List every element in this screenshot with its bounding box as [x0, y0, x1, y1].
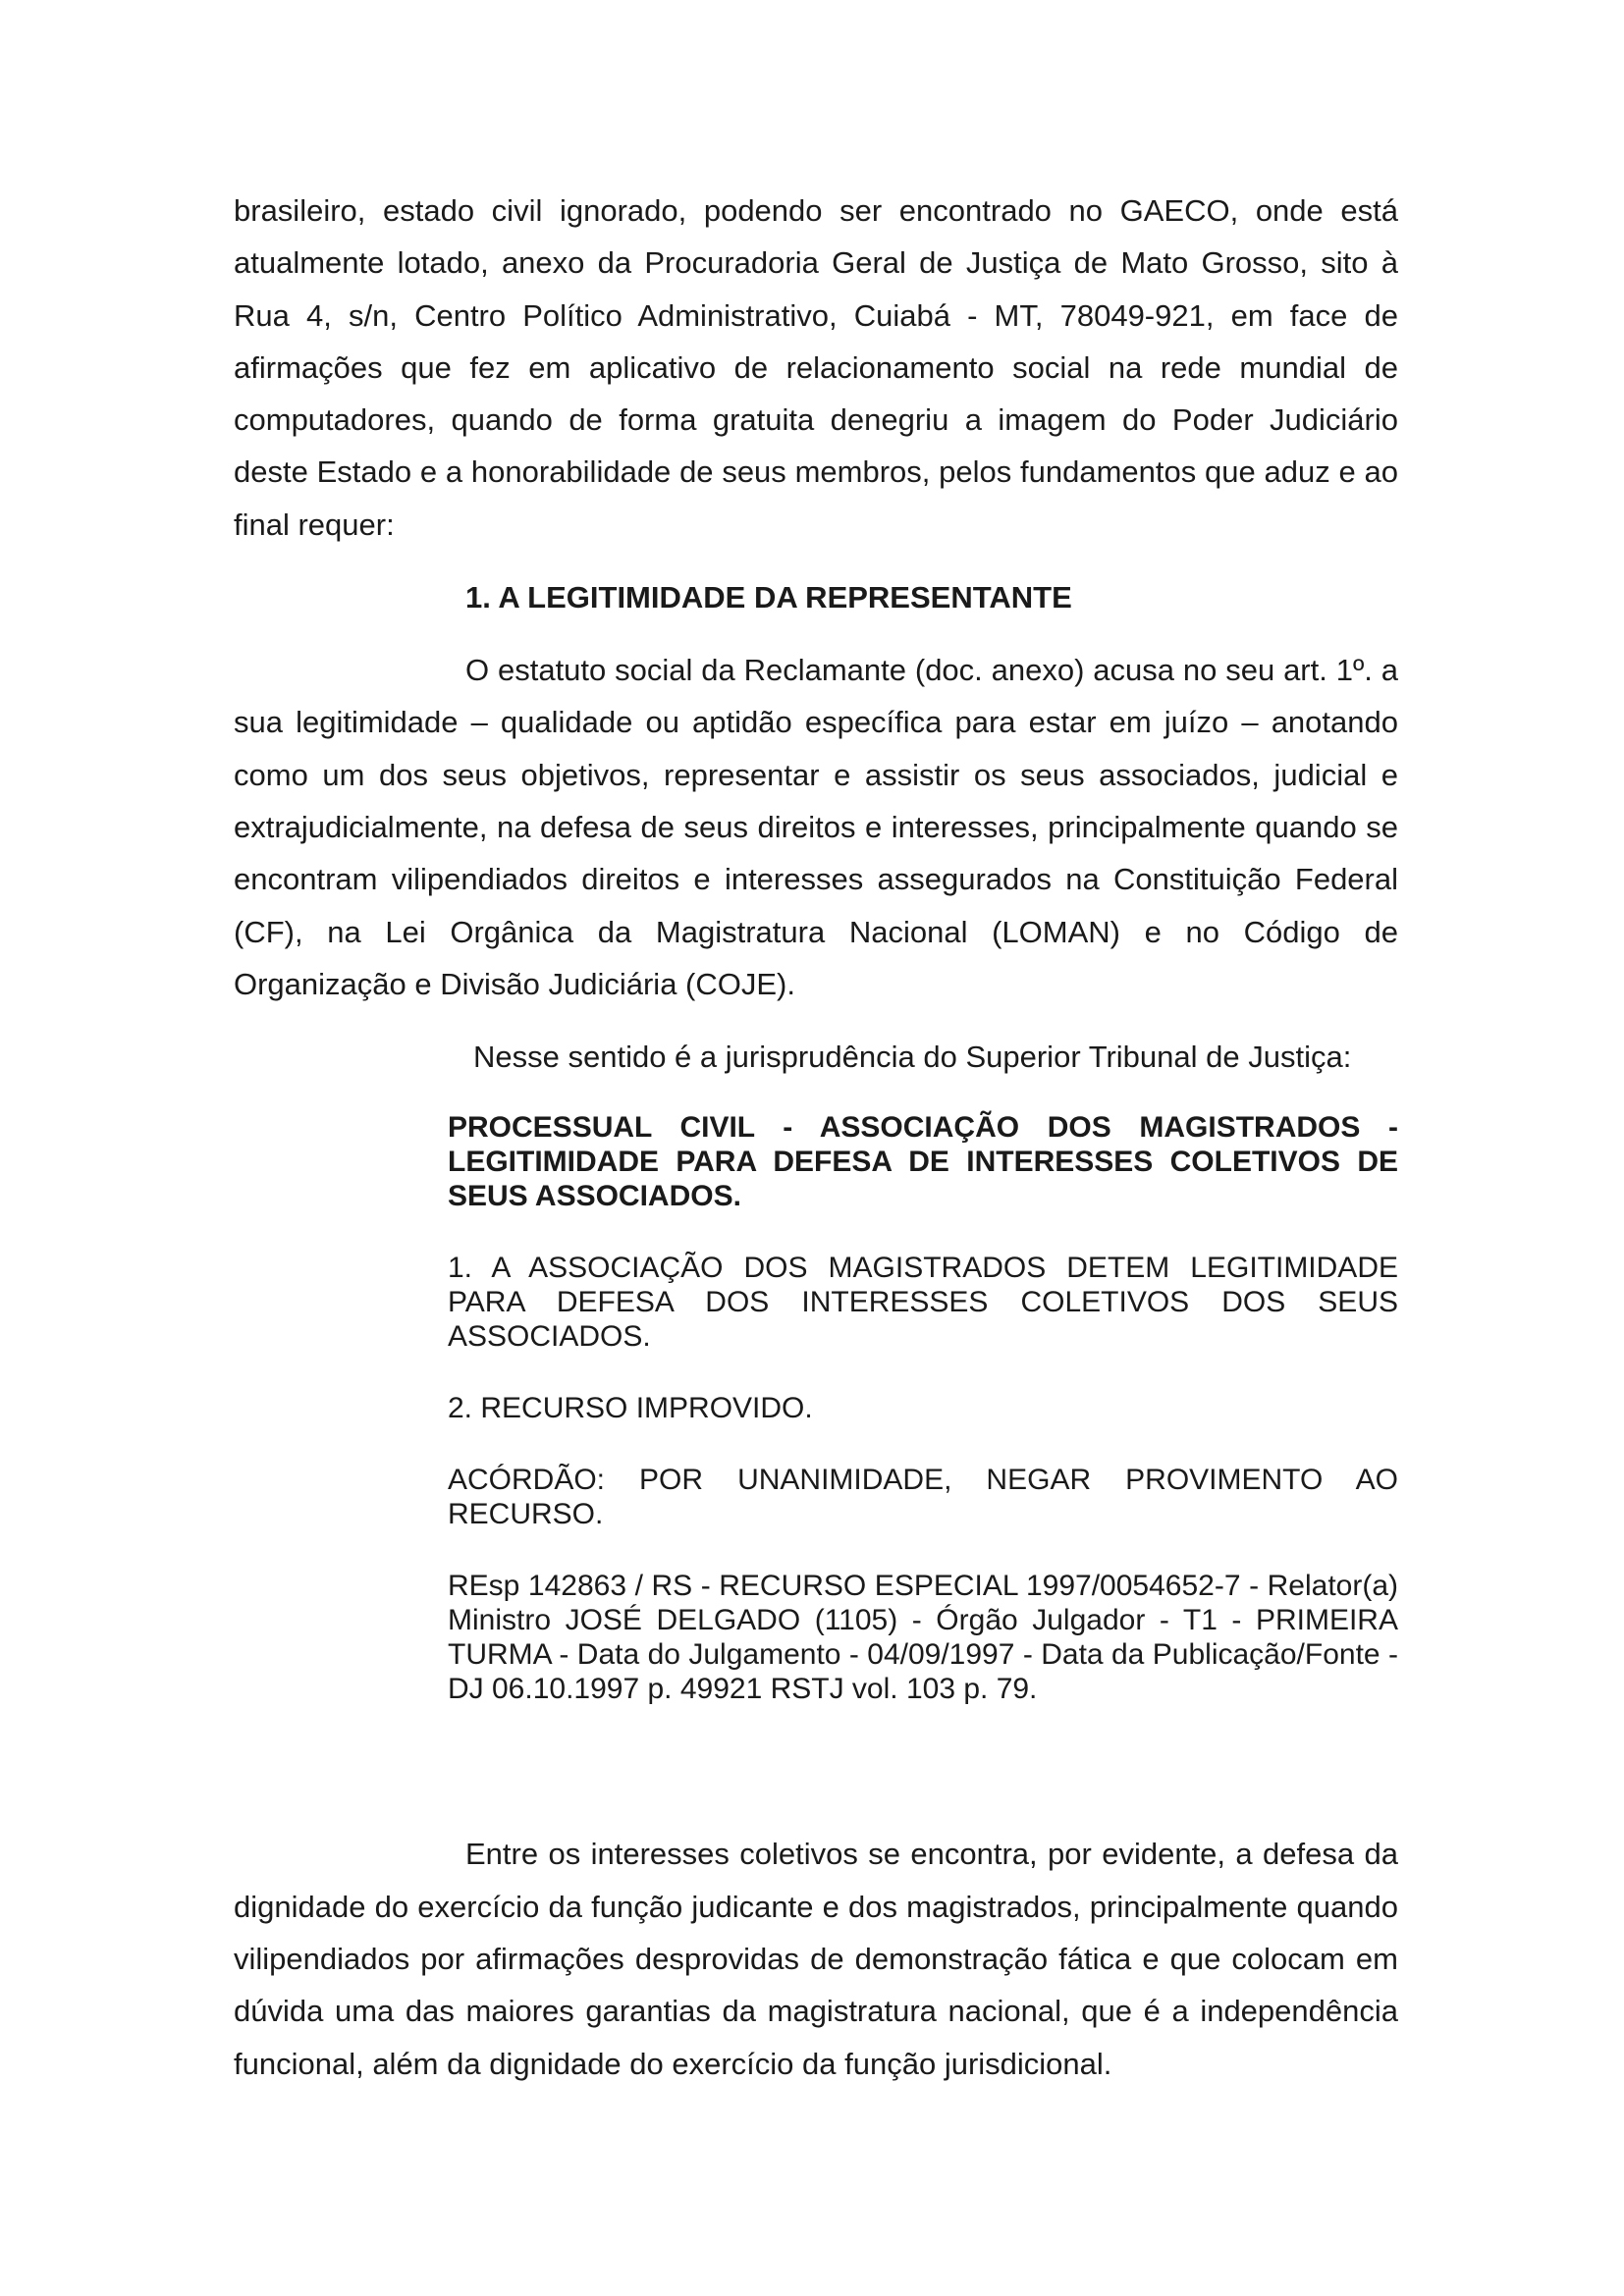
intro-paragraph: brasileiro, estado civil ignorado, podendo ser encontrado no GAECO, onde está atualmente lotado, anexo da Procuradoria Geral de Justiça de Mato Grosso, sito à Rua 4, s/n, Centro Político Administrativo, Cuiabá - MT, 78049-921, em face de afirmações que fez em aplicativo de relacionamento social na rede mundial de computadores, quando de forma gratuita denegriu a imagem do Poder Judiciário deste Estado e a honorabilidade de seus membros, pelos fundamentos que aduz e ao final requer: — [234, 193, 1398, 542]
quote-item-1: 1. A ASSOCIAÇÃO DOS MAGISTRADOS DETEM LEGITIMIDADE PARA DEFESA DOS INTERESSES COLETIVOS DOS SEUS ASSOCIADOS. — [448, 1252, 1398, 1354]
quote-item-2: 2. RECURSO IMPROVIDO. — [448, 1392, 813, 1425]
document-page — [234, 185, 1398, 2090]
quote-reference: REsp 142863 / RS - RECURSO ESPECIAL 1997/0054652-7 - Relator(a) Ministro JOSÉ DELGADO (1105) - Órgão Julgador - T1 - PRIMEIRA TURMA - Data do Julgamento - 04/09/1997 - Data da Publicação/Fonte - DJ 06.10.1997 p. 49921 RSTJ vol. 103 p. 79. — [448, 1570, 1398, 1706]
quote-acordao: ACÓRDÃO: POR UNANIMIDADE, NEGAR PROVIMENTO AO RECURSO. — [448, 1464, 1398, 1531]
section-heading: 1. A LEGITIMIDADE DA REPRESENTANTE — [465, 580, 1072, 615]
closing-paragraph: Entre os interesses coletivos se encontra, por evidente, a defesa da dignidade do exercício da função judicante e dos magistrados, principalmente quando vilipendiados por afirmações desprovidas de demonstração fática e que colocam em dúvida uma das maiores garantias da magistratura nacional, que é a independência funcional, além da dignidade do exercício da função jurisdicional. — [234, 1837, 1398, 2081]
statute-paragraph: O estatuto social da Reclamante (doc. anexo) acusa no seu art. 1º. a sua legitimidade – qualidade ou aptidão específica para estar em juízo – anotando como um dos seus objetivos, representar e assistir os seus associados, judicial e extrajudicialmente, na defesa de seus direitos e interesses, principalmente quando se encontram vilipendiados direitos e interesses assegurados na Constituição Federal (CF), na Lei Orgânica da Magistratura Nacional (LOMAN) e no Código de Organização e Divisão Judiciária (COJE). — [234, 653, 1398, 1001]
quote-ementa: PROCESSUAL CIVIL - ASSOCIAÇÃO DOS MAGISTRADOS - LEGITIMIDADE PARA DEFESA DE INTERESSES COLETIVOS DE SEUS ASSOCIADOS. — [448, 1111, 1398, 1213]
jurisprudence-intro: Nesse sentido é a jurisprudência do Superior Tribunal de Justiça: — [473, 1040, 1352, 1075]
jurisprudence-quote — [448, 1110, 1398, 1706]
